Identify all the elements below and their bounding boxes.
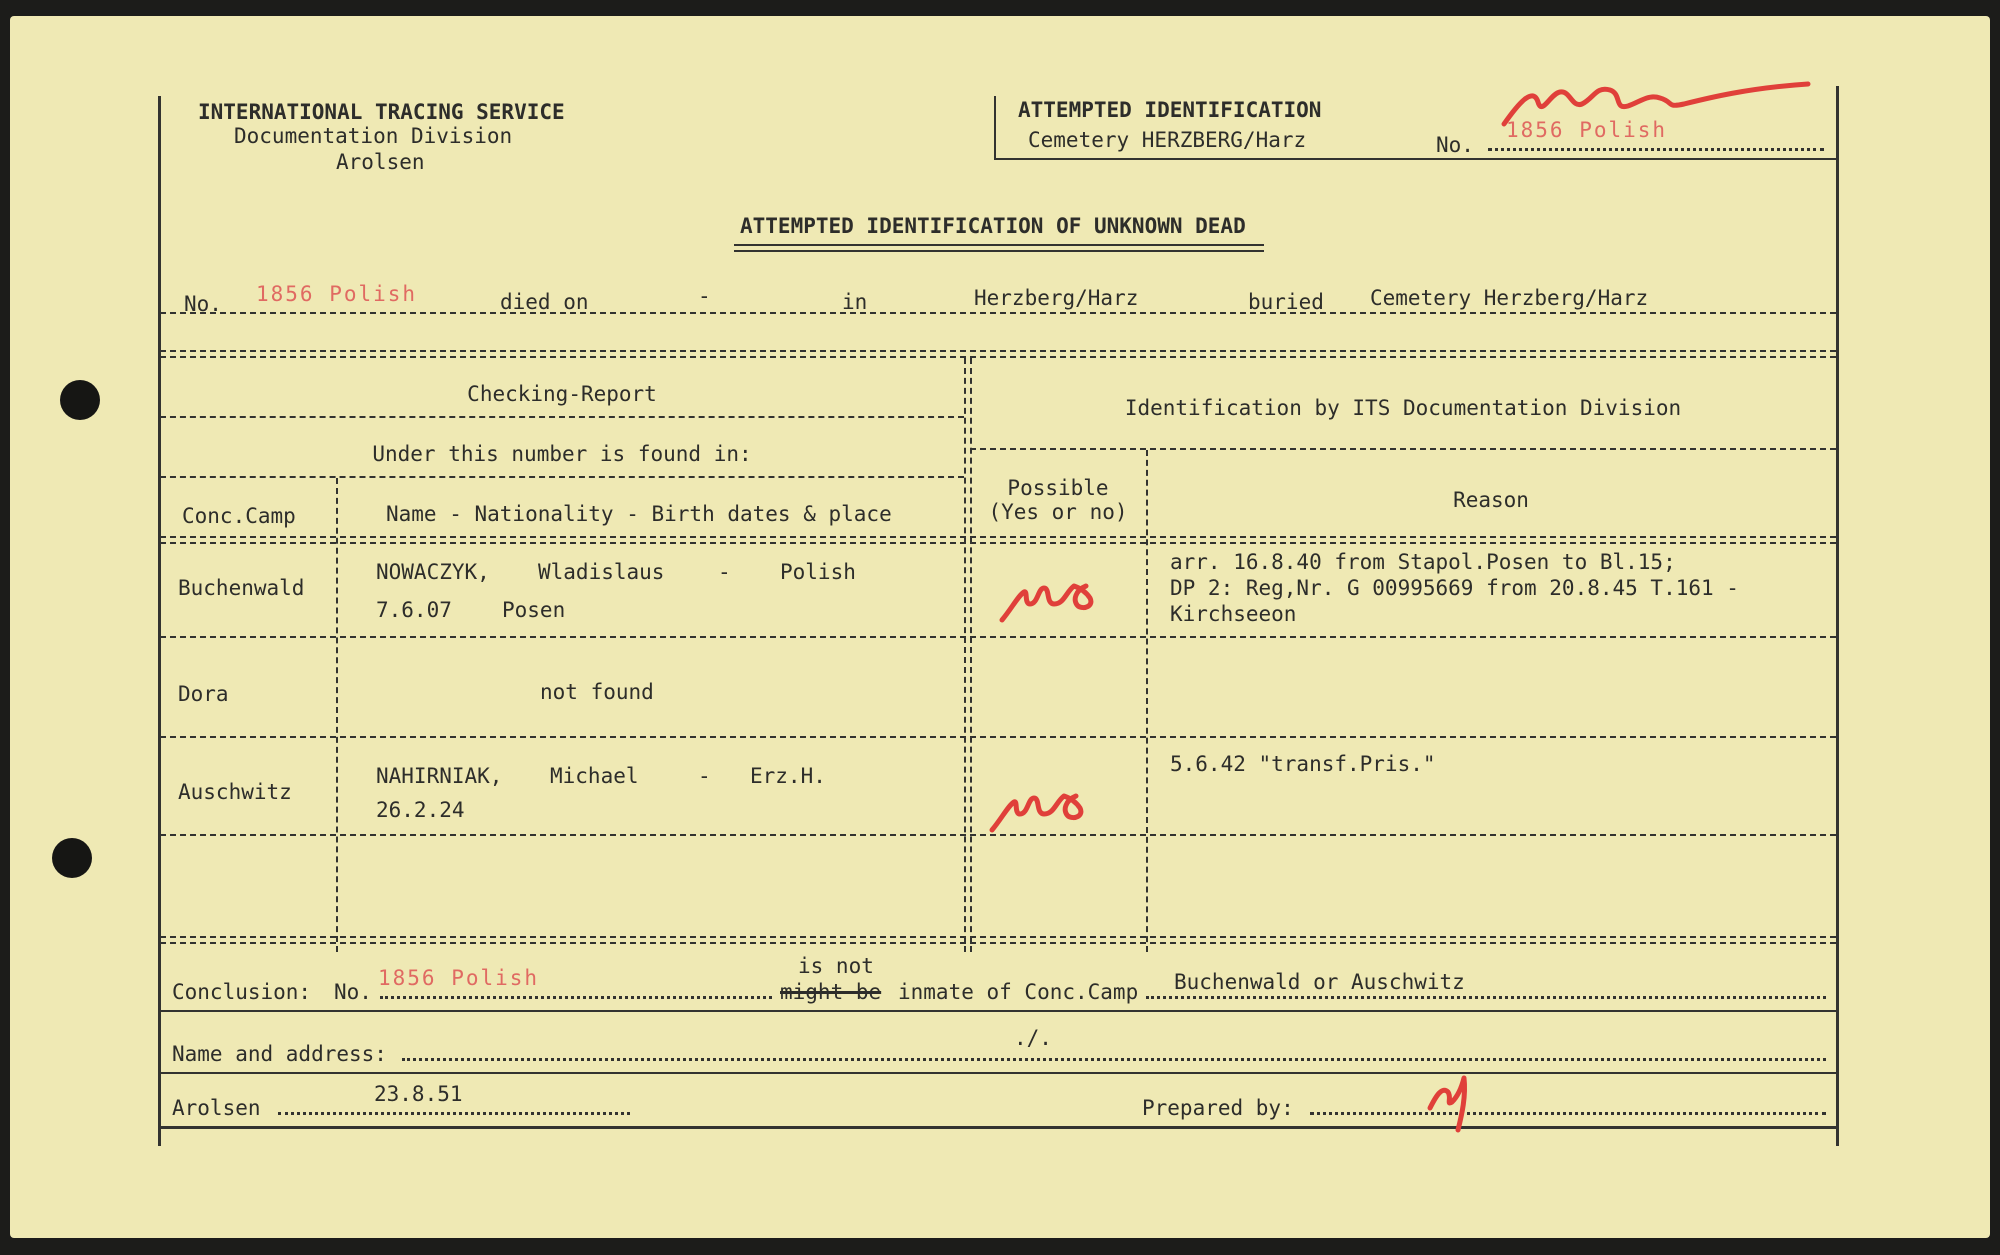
col-header-reason: Reason [1453,488,1529,512]
table-top-rule-2 [160,356,1836,358]
checking-report-title: Checking-Report [467,382,657,406]
row3-surname: NAHIRNIAK, [376,764,503,788]
row1-birthplace: Posen [502,598,566,622]
punch-hole-bottom [52,838,92,878]
org-city: Arolsen [336,150,425,174]
conclusion-rule [160,1010,1836,1012]
name-address-label: Name and address: [172,1042,387,1066]
conclusion-camps-dots [1146,996,1826,999]
prepared-by-dots [1310,1112,1826,1115]
row3-reason-line1: 5.6.42 "transf.Pris." [1170,752,1436,776]
rule-table-bottom-1 [160,936,1836,938]
rule-row-1 [160,636,1836,638]
frame-bottom [158,1126,1839,1129]
footer-place: Arolsen [172,1096,261,1120]
rule-col-headers-1 [160,536,1836,538]
row1-firstname: Wladislaus [538,560,665,584]
table-top-rule-1 [160,350,1836,352]
in-value: Herzberg/Harz [974,286,1139,310]
rule-table-bottom-2 [160,942,1836,944]
row1-dash: - [718,560,731,584]
buried-value: Cemetery Herzberg/Harz [1370,286,1649,310]
header-cemetery: Cemetery HERZBERG/Harz [1028,128,1307,152]
row3-birthdate: 26.2.24 [376,798,465,822]
death-no-value: 1856 Polish [256,282,418,306]
row1-reason-line2: DP 2: Reg,Nr. G 00995669 from 20.8.45 T.161 - [1170,576,1739,600]
row1-nationality: Polish [780,560,856,584]
rule-checking-title [160,416,964,418]
conclusion-no-dots [380,996,772,999]
attempt-title: ATTEMPTED IDENTIFICATION [1018,98,1322,122]
name-address-rule [160,1072,1836,1074]
in-label: in [842,290,868,314]
death-no-label: No. [184,292,222,316]
table-divider-main [964,358,966,952]
name-address-value: ./. [1014,1026,1052,1050]
conclusion-no-value: 1856 Polish [378,966,540,990]
rule-checking-sub [160,476,964,478]
footer-date-dots [278,1112,630,1115]
title-underline-1 [734,244,1264,246]
row1-reason-line1: arr. 16.8.40 from Stapol.Posen to Bl.15; [1170,550,1676,574]
conclusion-camps: Buchenwald or Auschwitz [1174,970,1465,994]
row2-camp: Dora [178,682,229,706]
row1-camp: Buchenwald [178,576,305,600]
conclusion-no-label: No. [334,980,372,1004]
header-no-value: 1856 Polish [1506,118,1668,142]
table-divider-camp [336,478,338,952]
col-header-possible-1: Possible [1007,476,1109,500]
row2-not-found: not found [540,680,654,704]
org-division: Documentation Division [234,124,513,148]
col-header-possible-2: (Yes or no) [988,500,1128,524]
rule-row-2 [160,736,1836,738]
rule-col-headers-2 [160,542,1836,544]
checking-report-subtitle: Under this number is found in: [372,442,752,466]
header-divider-h [994,158,1838,160]
header-divider-v [994,96,996,158]
identification-title: Identification by ITS Documentation Division [1124,396,1682,420]
row1-possible-no [994,570,1114,630]
died-on-value: - [698,284,711,308]
index-card [10,16,1990,1238]
death-line-rule [160,312,1836,314]
prepared-by-initial [1422,1056,1492,1136]
died-on-label: died on [500,290,589,314]
header-no-dots [1488,148,1824,151]
conclusion-is-not: is not [798,954,874,978]
footer-date: 23.8.51 [374,1082,463,1106]
row3-camp: Auschwitz [178,780,292,804]
document-title: ATTEMPTED IDENTIFICATION OF UNKNOWN DEAD [740,214,1246,238]
conclusion-inmate-text: inmate of Conc.Camp [898,980,1139,1004]
row3-nationality: Erz.H. [750,764,826,788]
rule-ident-title [970,448,1836,450]
title-underline-2 [734,250,1264,252]
row1-surname: NOWACZYK, [376,560,490,584]
conclusion-label: Conclusion: [172,980,312,1004]
header-no-label: No. [1436,133,1474,157]
frame-right [1836,86,1839,1146]
col-header-camp: Conc.Camp [182,504,296,528]
col-header-name: Name - Nationality - Birth dates & place [386,502,892,526]
row1-birthdate: 7.6.07 [376,598,452,622]
signature-none [1498,64,1818,134]
buried-label: buried [1248,290,1324,314]
prepared-by-label: Prepared by: [1142,1096,1294,1120]
row3-possible-no [984,780,1104,840]
frame-left [158,96,161,1146]
table-divider-possible [1146,450,1148,952]
row3-firstname: Michael [550,764,639,788]
row1-reason-line3: Kirchseeon [1170,602,1297,626]
conclusion-struck: might be [780,980,882,1004]
row3-dash: - [698,764,711,788]
punch-hole-top [60,380,100,420]
name-address-dots [402,1058,1826,1061]
org-name: INTERNATIONAL TRACING SERVICE [198,100,565,124]
